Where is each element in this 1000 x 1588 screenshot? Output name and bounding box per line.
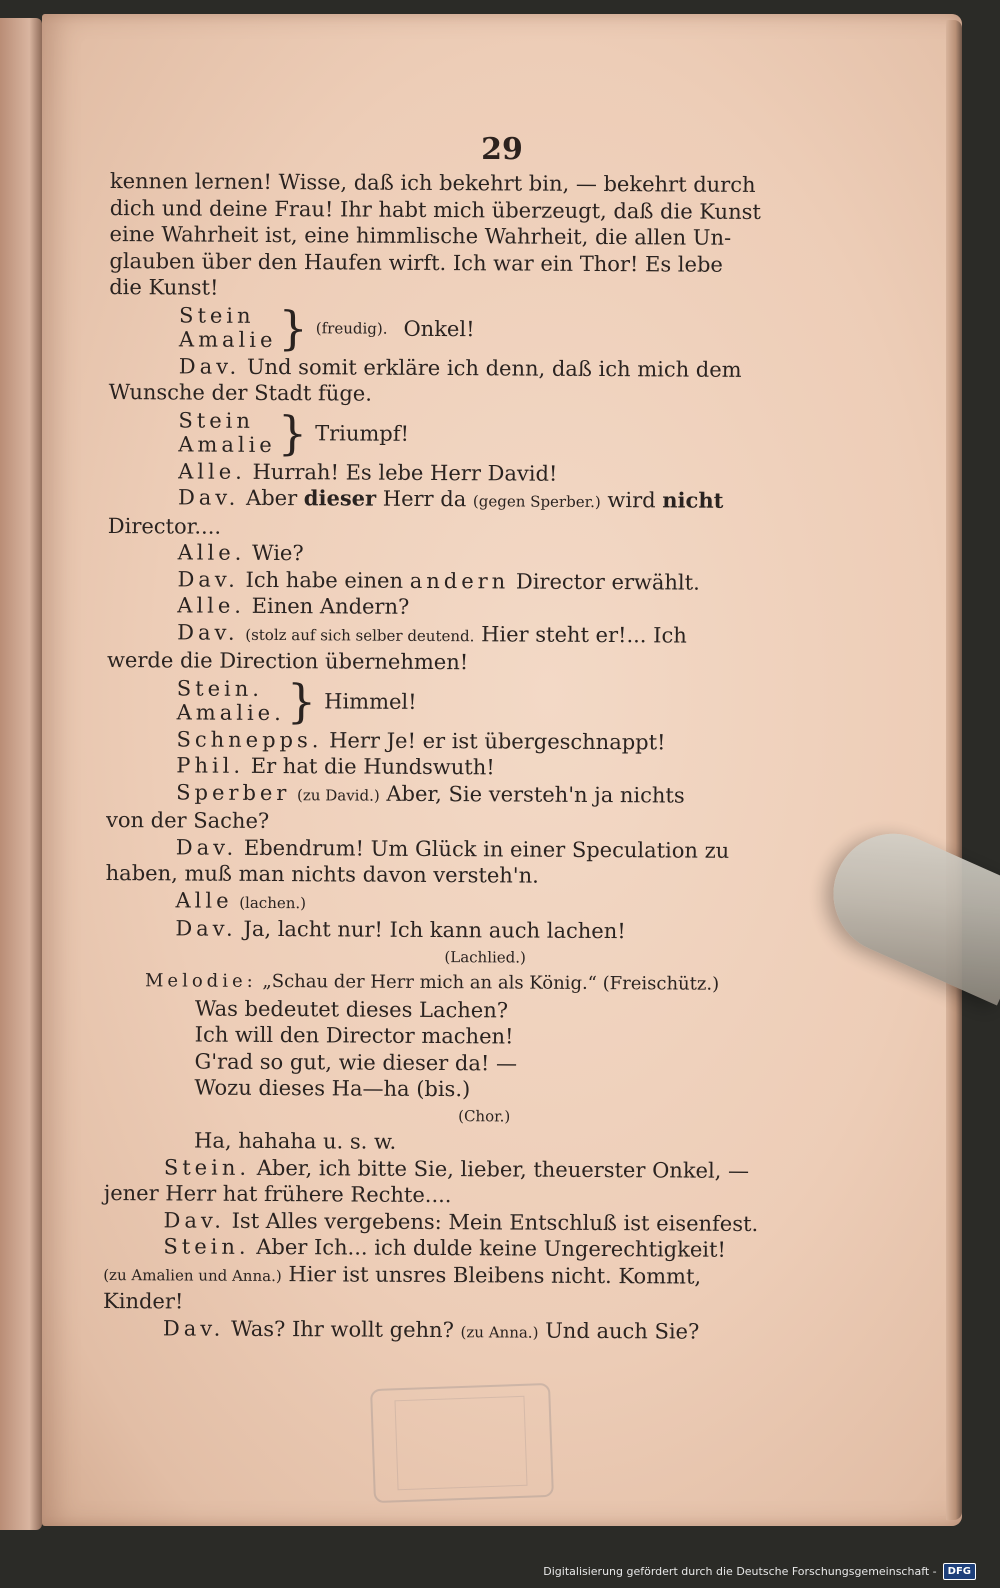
dialogue-text: Hier ist unsres Bleibens nicht. Kommt, [288,1261,702,1289]
text-line: eine Wahrheit ist, eine himmlische Wahrheit, die allen Un- [109,221,732,250]
speaker-name: Stein [178,407,255,433]
text-line: Kinder! [103,1288,184,1314]
stage-direction: (Chor.) [458,1106,511,1125]
page-number: 29 [481,132,523,167]
emphasis-text: dieser [303,485,377,511]
song-line: Was bedeutet dieses Lachen? [194,996,509,1022]
emphasis-text: nicht [662,487,724,513]
speaker-name: Alle. [178,458,246,484]
speaker-name: Alle. [177,540,246,565]
melody-line [105,968,805,999]
stage-direction: (freudig). [315,318,388,338]
dialogue-line [106,752,806,783]
speaker-name: Dav. [162,1315,225,1341]
song-line: Wozu dieses Ha—ha (bis.) [194,1075,471,1102]
stage-direction: (lachen.) [239,893,307,912]
dialogue-text: Onkel! [403,316,475,341]
text-line: jener Herr hat frühere Rechte.... [103,1180,452,1208]
brace-glyph: } [277,405,308,460]
song-line: Ha, hahaha u. s. w. [193,1128,397,1154]
speaker-name: Dav. [177,619,239,645]
dialogue-line [107,592,807,623]
facing-page-edge [0,18,42,1530]
speaker-name: Amalie [178,431,276,457]
footer-credit [543,1560,976,1582]
dialogue-text: Aber, ich bitte Sie, lieber, theuerster Onkel, — [256,1155,750,1183]
dialogue-text: Herr da [382,486,467,512]
stage-direction: (zu David.) [297,785,380,805]
speaker-name: Dav. [178,353,241,379]
dialogue-text: wird [607,488,656,513]
song-line: G'rad so gut, wie dieser da! — [194,1049,518,1076]
stage-direction: (Lachlied.) [444,947,526,967]
dialogue-text: Aber [246,485,298,511]
speaker-name: Stein. [163,1234,250,1259]
text-line: dich und deine Frau! Ihr habt mich überzeugt, daß die Kunst [109,195,761,224]
text-line: von der Sache? [105,807,270,833]
speaker-name: Stein. [163,1154,251,1180]
dialogue-text: Triumpf! [315,420,410,446]
stage-direction: (zu Amalien und Anna.) [103,1265,282,1285]
stage-direction: (gegen Sperber.) [472,492,601,512]
dialogue-text: Herr Je! er ist übergeschnappt! [329,727,666,754]
dialogue-text: Und somit erkläre ich denn, daß ich mich dem [246,354,742,382]
text-line: kennen lernen! Wisse, daß ich bekehrt bin, — bekehrt durch [109,168,756,197]
melody-text: „Schau der Herr mich an als König.“ (Freischütz.) [262,970,720,995]
text-line: glauben über den Haufen wirft. Ich war ein Thor! Es lebe [109,248,723,277]
dialogue-line [103,1259,803,1292]
dialogue-text: Director erwählt. [515,568,700,595]
dialogue-text: Und auch Sie? [545,1318,700,1344]
library-stamp [370,1383,554,1503]
stamp-inner-frame [394,1396,527,1490]
emphasis-text: andern [409,568,510,593]
dialogue-line [103,1233,803,1264]
song-line: Ich will den Director machen! [194,1022,514,1049]
dialogue-line [103,1314,803,1347]
speaker-name: Schnepps. [176,726,323,752]
footer-text: Digitalisierung gefördert durch die Deutsche Forschungsgemeinschaft - [543,1564,937,1578]
speaker-name: Dav. [163,1207,226,1233]
stage-direction: (stolz auf sich selber deutend. [245,625,475,645]
dialogue-line [105,886,805,919]
speaker-name: Dav. [175,916,237,941]
speaker-name: Alle. [177,593,246,618]
dialogue-text: Einen Andern? [251,593,410,619]
melody-label: Melodie: [144,970,257,992]
speaker-name: Sperber [176,779,291,805]
brace-glyph: } [286,673,317,728]
text-line: Director.... [107,513,222,539]
speaker-name: Stein [179,302,255,328]
dialogue-text: Ist Alles vergebens: Mein Entschluß ist eisenfest. [231,1208,759,1236]
speaker-name: Dav. [177,485,240,510]
page-text [103,168,810,1347]
speaker-name: Dav. [177,566,239,592]
brace-glyph: } [278,300,308,355]
text-line: haben, muß man nichts davon versteh'n. [105,860,539,888]
dialogue-text: Himmel! [324,688,417,714]
speaker-name: Amalie. [176,699,285,725]
speaker-name: Stein. [176,675,264,701]
text-line: die Kunst! [109,274,219,300]
dialogue-text: Er hat die Hundswuth! [250,753,495,780]
dialogue-text: Hier steht er!... Ich [481,621,687,648]
text-line: werde die Direction übernehmen! [106,647,469,675]
dfg-logo: DFG [943,1563,976,1580]
dialogue-line [105,915,805,946]
speaker-pair [109,302,809,354]
dialogue-text: Aber Ich... ich dulde keine Ungerechtigkeit! [256,1234,726,1262]
dialogue-text: Wie? [251,540,304,566]
speaker-name: Amalie [178,326,277,352]
speaker-pair [108,407,808,459]
dialogue-text: Hurrah! Es lebe Herr David! [252,459,558,486]
dialogue-line [107,618,807,651]
speaker-name: Phil. [176,753,245,778]
page-edge [946,20,962,1520]
speaker-name: Alle [175,887,233,913]
speaker-pair [107,675,807,727]
dialogue-text: Ebendrum! Um Glück in einer Speculation zu [243,835,730,863]
dialogue-line [108,539,808,570]
dialogue-text: Was? Ihr wollt gehn? [230,1316,454,1342]
text-line: Wunsche der Stadt füge. [108,379,372,406]
stage-direction: (zu Anna.) [460,1322,539,1342]
dialogue-line [108,484,808,517]
speaker-name: Dav. [175,834,238,860]
dialogue-text: Ich habe einen [245,567,404,593]
dialogue-text: Ja, lacht nur! Ich kann auch lachen! [243,916,626,944]
dialogue-text: Aber, Sie versteh'n ja nichts [386,781,685,808]
dialogue-line [106,778,806,811]
